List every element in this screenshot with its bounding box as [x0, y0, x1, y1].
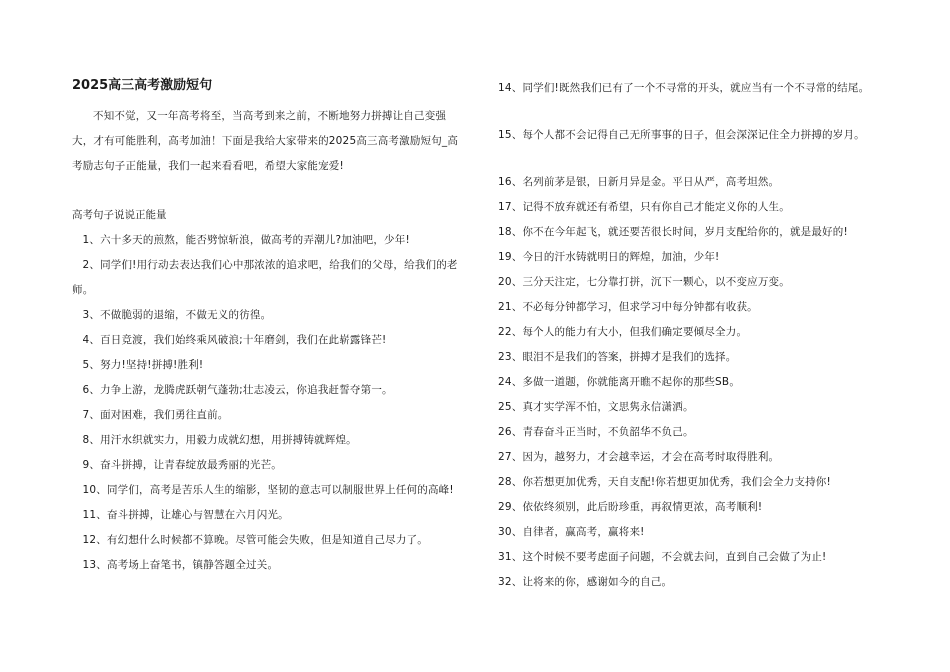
quote-item: 16、名列前茅是银，日新月异是金。平日从严，高考坦然。: [498, 176, 780, 188]
left-quote-list: [72, 228, 467, 578]
quote-item: 31、这个时候不要考虑面子问题，不会就去问，直到自己会做了为止!: [498, 551, 827, 563]
quote-item: 15、每个人都不会记得自己无所事事的日子，但会深深记住全力拼搏的岁月。: [498, 129, 865, 141]
quote-item: 19、今日的汗水铸就明日的辉煌，加油，少年!: [498, 251, 720, 263]
quote-item: 20、三分天注定，七分靠打拼，沉下一颗心，以不变应万变。: [498, 276, 790, 288]
quote-item: 21、不必每分钟都学习，但求学习中每分钟都有收获。: [498, 301, 758, 313]
right-quote-list: [498, 76, 898, 595]
document-title: 2025高三高考激励短句: [72, 78, 213, 93]
quote-item: 5、努力!坚持!拼搏!胜利!: [82, 359, 204, 371]
quote-item: 8、用汗水织就实力，用毅力成就幻想，用拼搏铸就辉煌。: [82, 434, 357, 446]
quote-item: 22、每个人的能力有大小，但我们确定要倾尽全力。: [498, 326, 748, 338]
quote-item: 7、面对困难，我们勇往直前。: [82, 409, 229, 421]
quote-item: 17、记得不放弃就还有希望，只有你自己才能定义你的人生。: [498, 201, 790, 213]
quote-item: 6、力争上游，龙腾虎跃朝气蓬勃;壮志凌云，你追我赶誓夺第一。: [82, 384, 393, 396]
quote-item: 12、有幻想什么时候都不算晚。尽管可能会失败，但是知道自己尽力了。: [82, 534, 428, 546]
quote-item: 9、奋斗拼搏，让青春绽放最秀丽的光芒。: [82, 459, 282, 471]
quote-item: 28、你若想更加优秀，天自支配!你若想更加优秀，我们会全力支持你!: [498, 476, 831, 488]
quote-item: 18、你不在今年起飞，就还要苦很长时间，岁月支配给你的，就是最好的!: [498, 226, 848, 238]
intro-paragraph: 不知不觉，又一年高考将至，当高考到来之前，不断地努力拼搏让自己变强大，才有可能胜利，高考加油！下面是我给大家带来的2025高三高考激励短句_高考励志句子正能量，我们一起来看看吧，希望大家能宠爱!: [72, 110, 459, 172]
quote-item: 10、同学们，高考是苦乐人生的缩影，坚韧的意志可以制服世界上任何的高峰!: [82, 484, 454, 496]
quote-item: 23、眼泪不是我们的答案，拼搏才是我们的选择。: [498, 351, 737, 363]
quote-item: 3、不做脆弱的退缩，不做无义的彷徨。: [82, 309, 272, 321]
left-column: [72, 76, 467, 578]
quote-item: 27、因为，越努力，才会越幸运，才会在高考时取得胜利。: [498, 451, 780, 463]
section-heading: 高考句子说说正能量: [72, 209, 167, 221]
quote-item: 24、多做一道题，你就能离开瞧不起你的那些SB。: [498, 376, 741, 388]
quote-item: 25、真才实学浑不怕，文思隽永信潇洒。: [498, 401, 694, 413]
quote-item: 11、奋斗拼搏，让雄心与智慧在六月闪光。: [82, 509, 289, 521]
quote-item: 29、依依终须别，此后盼珍重，再叙情更浓，高考顺利!: [498, 501, 763, 513]
quote-item: 30、自律者，赢高考，赢将来!: [498, 526, 645, 538]
right-column: [498, 76, 898, 595]
quote-item: 1、六十多天的煎熬，能否劈惊斩浪，做高考的弄潮儿?加油吧，少年!: [82, 234, 410, 246]
quote-item: 13、高考场上奋笔书，镇静答题全过关。: [82, 559, 279, 571]
quote-item: 14、同学们!既然我们已有了一个不寻常的开头，就应当有一个不寻常的结尾。: [498, 82, 870, 94]
quote-item: 2、同学们!用行动去表达我们心中那浓浓的追求吧，给我们的父母，给我们的老师。: [72, 259, 458, 296]
quote-item: 26、青春奋斗正当时，不负韶华不负己。: [498, 426, 694, 438]
quote-item: 4、百日竞渡，我们始终乘风破浪;十年磨剑，我们在此崭露锋芒!: [82, 334, 387, 346]
quote-item: 32、让将来的你，感谢如今的自己。: [498, 576, 673, 588]
